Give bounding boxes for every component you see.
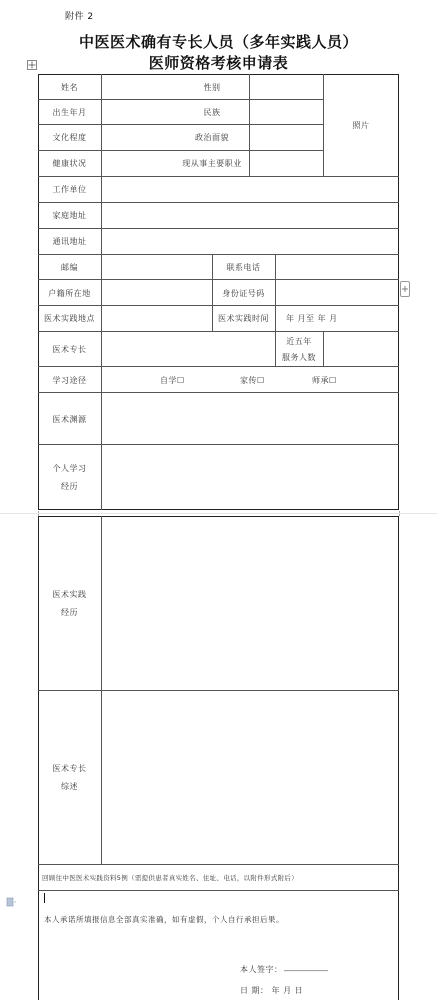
label-postcode: 邮编	[61, 263, 78, 272]
label-personal-line1: 个人学习	[52, 464, 87, 473]
label-name: 姓名	[61, 83, 78, 92]
label-practice-time: 医术实践时间	[218, 314, 269, 323]
page-subtitle: 医师资格考核申请表	[148, 54, 289, 72]
label-phone: 联系电话	[226, 263, 261, 272]
label-education: 文化程度	[52, 133, 87, 142]
label-photo: 照片	[352, 121, 370, 130]
attachment-label: 附件 2	[65, 12, 94, 22]
label-occupation: 现从事主要职业	[182, 159, 242, 168]
date-line: 日 期： 年 月 日	[240, 986, 304, 995]
signature-line[interactable]: ___________	[284, 962, 328, 971]
label-gender: 性别	[203, 83, 221, 92]
case-note: 回顾往中医医术实践资料5例（需提供患者真实姓名、住址、电话，以附件形式附后）	[42, 874, 299, 882]
label-specialty: 医术专长	[52, 345, 87, 354]
checkbox-family[interactable]: 家传☐	[240, 376, 265, 385]
label-ethnicity: 民族	[203, 108, 221, 117]
label-source: 医术渊源	[52, 415, 87, 424]
move-handle-icon[interactable]	[27, 60, 37, 70]
label-patients-line2: 服务人数	[282, 353, 316, 362]
label-patients-line1: 近五年	[286, 337, 312, 346]
checkbox-self-study[interactable]: 自学☐	[160, 376, 185, 385]
label-practice-exp-line2: 经历	[61, 608, 78, 617]
label-home-address: 家庭地址	[52, 211, 87, 220]
label-personal-line2: 经历	[61, 482, 78, 491]
document-marker-icon	[6, 892, 16, 902]
label-health: 健康状况	[52, 159, 87, 168]
label-workplace: 工作单位	[52, 185, 87, 194]
practice-time-value: 年 月至 年 月	[286, 314, 338, 323]
label-birth: 出生年月	[52, 108, 87, 117]
add-row-icon[interactable]	[400, 281, 410, 297]
signature-label: 本人签字：	[240, 965, 283, 974]
page-title: 中医医术确有专长人员（多年实践人员）	[78, 33, 358, 51]
checkbox-mentor[interactable]: 师承☐	[312, 376, 337, 385]
page-separator	[0, 513, 437, 514]
label-study-path: 学习途径	[52, 376, 87, 385]
label-hukou: 户籍所在地	[48, 289, 91, 298]
promise-statement: 本人承诺所填报信息全部真实准确，如有虚假，个人自行承担后果。	[44, 915, 284, 924]
label-mail-address: 通讯地址	[52, 237, 87, 246]
label-practice-exp-line1: 医术实践	[52, 590, 87, 599]
label-specialty-desc-line1: 医术专长	[52, 764, 87, 773]
label-id-number: 身份证号码	[222, 289, 265, 298]
label-practice-place: 医术实践地点	[44, 314, 95, 323]
label-political: 政治面貌	[195, 133, 229, 142]
text-cursor	[44, 893, 45, 903]
label-specialty-desc-line2: 综述	[61, 782, 78, 791]
